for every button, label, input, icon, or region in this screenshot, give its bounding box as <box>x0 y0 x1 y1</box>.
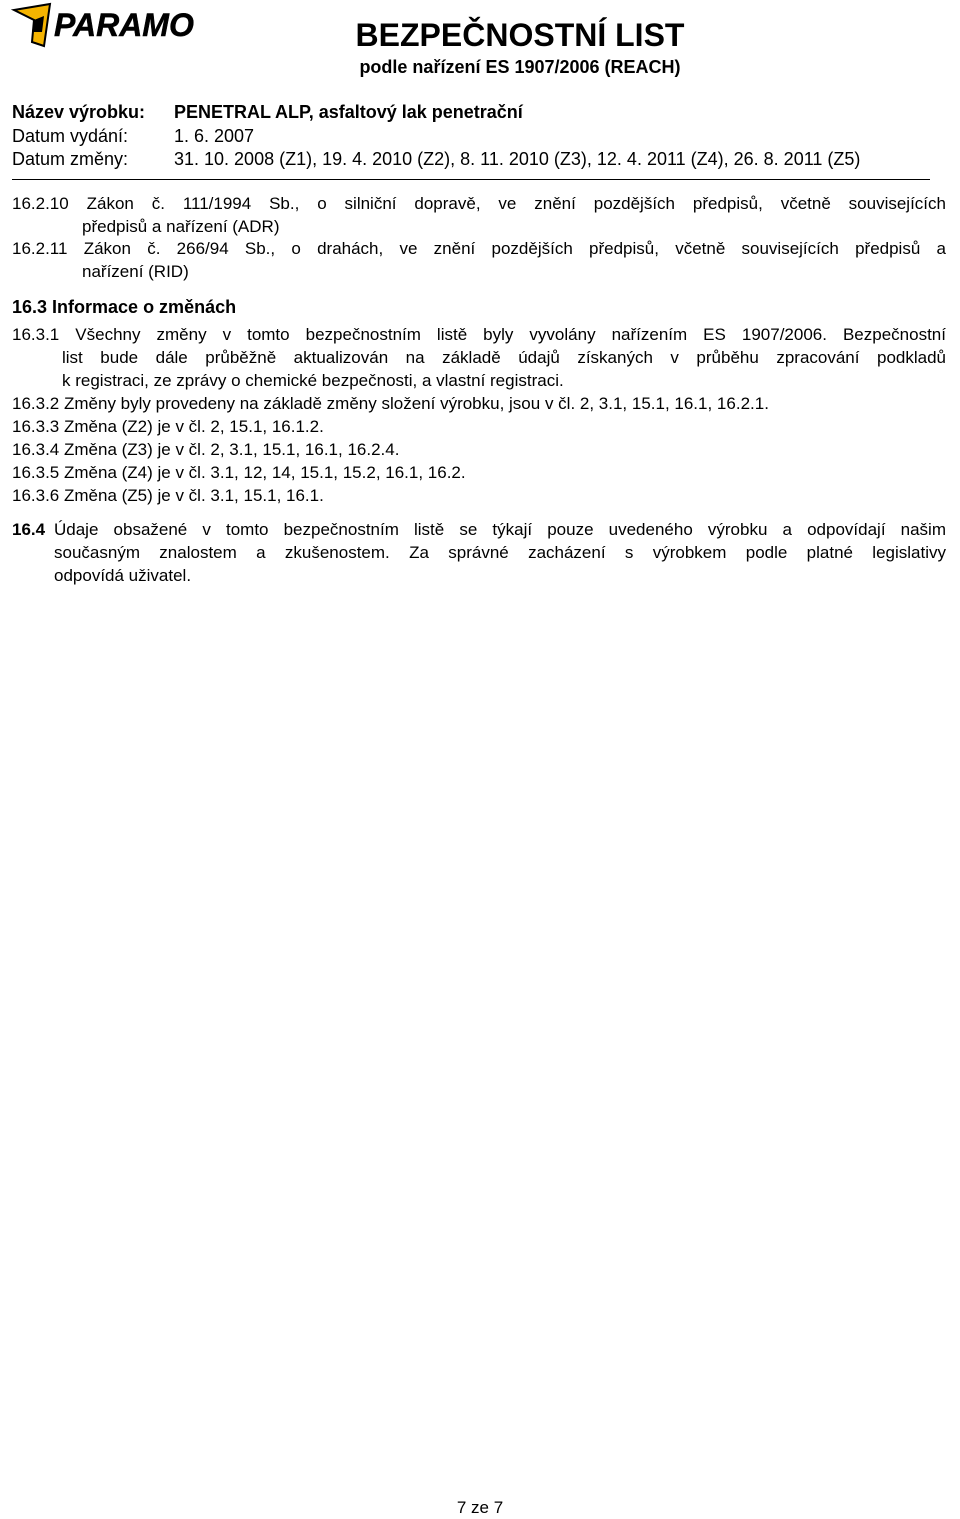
header-divider <box>12 179 930 180</box>
section-16-3-1-line-2: list bude dále průběžně aktualizován na základě údajů získaných v průběhu zpracování podkladů <box>62 348 946 367</box>
section-16-3-1-line-1: 16.3.1 Všechny změny v tomto bezpečnostním listě byly vyvolány nařízením ES 1907/2006. Bezpečnostní <box>12 325 946 344</box>
section-16-2-11-line-2: nařízení (RID) <box>82 262 189 281</box>
section-16-3-4: 16.3.4 Změna (Z3) je v čl. 2, 3.1, 15.1, 16.1, 16.2.4. <box>12 440 400 459</box>
page-number: 7 ze 7 <box>456 1498 504 1517</box>
document-title: BEZPEČNOSTNÍ LIST <box>355 17 685 53</box>
section-16-4-line-2: současným znalostem a zkušenostem. Za správné zacházení s výrobkem podle platné legislativy <box>54 543 946 562</box>
product-name-label: Název výrobku: <box>12 102 146 122</box>
section-16-4-line-1: Údaje obsažené v tomto bezpečnostním listě se týkají pouze uvedeného výrobku a odpovídají našim <box>54 520 946 539</box>
section-16-4-line-3: odpovídá uživatel. <box>54 566 192 585</box>
section-16-3-1-line-3: k registraci, ze zprávy o chemické bezpečnosti, a vlastní registraci. <box>62 371 564 390</box>
section-16-4-number: 16.4 <box>12 520 46 539</box>
product-name-row <box>12 101 932 123</box>
product-name-value: PENETRAL ALP, asfaltový lak penetrační <box>174 102 523 122</box>
logo-text: PARAMO <box>54 7 194 43</box>
section-16-2-10-line-1: 16.2.10 Zákon č. 111/1994 Sb., o silniční dopravě, ve znění pozdějších předpisů, včetně souvisejících <box>12 194 946 213</box>
change-date-value: 31. 10. 2008 (Z1), 19. 4. 2010 (Z2), 8. 11. 2010 (Z3), 12. 4. 2011 (Z4), 26. 8. 2011 (Z5) <box>174 149 861 169</box>
section-16-2-11-line-1: 16.2.11 Zákon č. 266/94 Sb., o drahách, ve znění pozdějších předpisů, včetně souvisejících předpisů a <box>12 239 946 258</box>
issue-date-row <box>12 125 932 147</box>
section-16-3-heading: 16.3 Informace o změnách <box>12 297 237 317</box>
change-date-label: Datum změny: <box>12 149 129 169</box>
document-subtitle: podle nařízení ES 1907/2006 (REACH) <box>359 57 681 77</box>
section-16-3-2: 16.3.2 Změny byly provedeny na základě změny složení výrobku, jsou v čl. 2, 3.1, 15.1, 16.1, 16.2.1. <box>12 394 769 413</box>
section-16-3-6: 16.3.6 Změna (Z5) je v čl. 3.1, 15.1, 16.1. <box>12 486 324 505</box>
change-date-row <box>12 148 932 170</box>
logo-mark <box>14 4 50 46</box>
paramo-logo <box>10 2 202 50</box>
section-16-2-10-line-2: předpisů a nařízení (ADR) <box>82 217 280 236</box>
section-16-3-3: 16.3.3 Změna (Z2) je v čl. 2, 15.1, 16.1.2. <box>12 417 324 436</box>
issue-date-label: Datum vydání: <box>12 126 129 146</box>
issue-date-value: 1. 6. 2007 <box>174 126 255 146</box>
section-16-3-5: 16.3.5 Změna (Z4) je v čl. 3.1, 12, 14, 15.1, 15.2, 16.1, 16.2. <box>12 463 466 482</box>
